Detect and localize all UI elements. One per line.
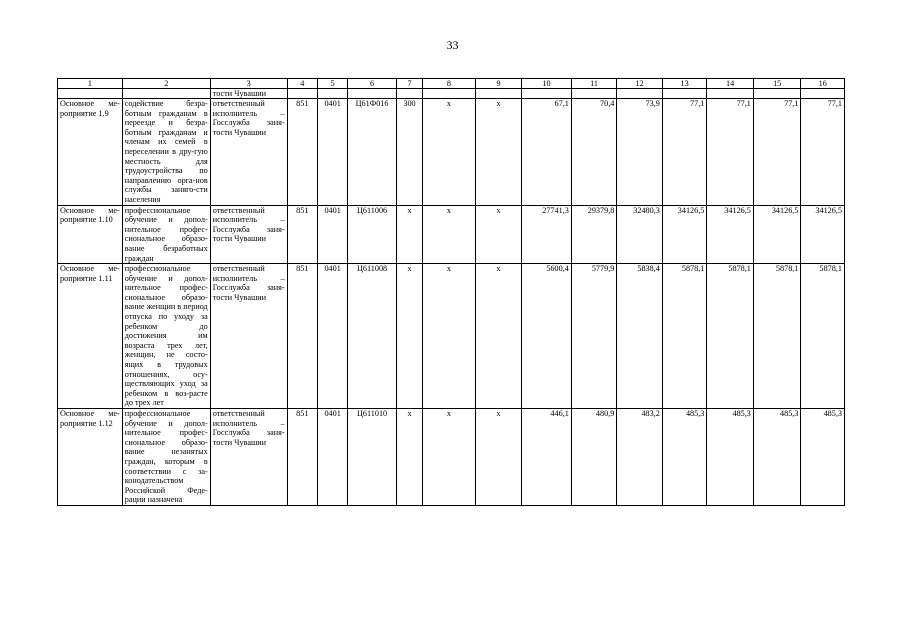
cell-9: x: [475, 205, 522, 264]
activity-label: Основное ме-роприятие 1.9: [58, 99, 123, 206]
column-header: 13: [662, 79, 707, 89]
value-col-10: 5600,4: [522, 264, 572, 409]
budget-table: [57, 78, 845, 506]
column-header: 1: [58, 79, 123, 89]
table-row: [58, 409, 845, 506]
executor: ответственный исполнитель – Госслужба заня-тости Чувашии: [210, 99, 287, 206]
value-col-11: 70,4: [571, 99, 617, 206]
activity-label: Основное ме-роприятие 1.12: [58, 409, 123, 506]
executor: ответственный исполнитель – Госслужба заня-тости Чувашии: [210, 205, 287, 264]
gr-code: 851: [287, 409, 317, 506]
value-col-15: 34126,5: [753, 205, 801, 264]
activity-description: профессиональное обучение и допол-нительное профес-сиональное образо-вание женщин в период отпуска по уходу за ребенком до достижения им возраста трех лет, женщин, не состо-ящих в трудовых отношениях, осу-ществляющих уход за ребенком в воз-расте до трех лет: [122, 264, 210, 409]
value-col-15: 77,1: [753, 99, 801, 206]
cell-9: x: [475, 264, 522, 409]
column-header: 7: [396, 79, 422, 89]
activity-label: Основное ме-роприятие 1.10: [58, 205, 123, 264]
value-col-15: 485,3: [753, 409, 801, 506]
column-header: 16: [801, 79, 845, 89]
target-article-code: Ц611006: [348, 205, 397, 264]
rz-pr-code: 0401: [317, 205, 347, 264]
value-col-10: 67,1: [522, 99, 572, 206]
value-col-11: 29379,8: [571, 205, 617, 264]
value-col-10: 27741,3: [522, 205, 572, 264]
value-col-14: 34126,5: [707, 205, 754, 264]
column-header: 6: [348, 79, 397, 89]
activity-description: содействие безра-ботным гражданам в переезде и безра-ботным гражданам и членам их семей в переселении в дру-гую местность для трудоустройства по направлению орга-нов службы заняго-сти населения: [122, 99, 210, 206]
value-col-13: 5878,1: [662, 264, 707, 409]
rz-pr-code: 0401: [317, 409, 347, 506]
value-col-12: 73,9: [617, 99, 663, 206]
column-header: 5: [317, 79, 347, 89]
value-col-14: 5878,1: [707, 264, 754, 409]
continuation-text: тости Чувашии: [210, 89, 287, 99]
column-header: 12: [617, 79, 663, 89]
target-article-code: Ц61Ф016: [348, 99, 397, 206]
expense-type-code: x: [396, 264, 422, 409]
value-col-13: 77,1: [662, 99, 707, 206]
table-header: [58, 79, 845, 89]
column-header: 14: [707, 79, 754, 89]
value-col-11: 5779,9: [571, 264, 617, 409]
column-header: 4: [287, 79, 317, 89]
cell-8: x: [423, 264, 476, 409]
value-col-12: 483,2: [617, 409, 663, 506]
rz-pr-code: 0401: [317, 99, 347, 206]
target-article-code: Ц611008: [348, 264, 397, 409]
table-body: [58, 89, 845, 506]
column-header: 9: [475, 79, 522, 89]
gr-code: 851: [287, 99, 317, 206]
column-header: 2: [122, 79, 210, 89]
table-row: [58, 264, 845, 409]
activity-description: профессиональное обучение и допол-нительное профес-сиональное образо-вание безработных граждан: [122, 205, 210, 264]
page-number: 33: [446, 38, 459, 52]
expense-type-code: 300: [396, 99, 422, 206]
activity-description: профессиональное обучение и допол-нительное профес-сиональное образо-вание незанятых граждан, которым в соответствии с за-конодательством Российской Феде-рации назначена: [122, 409, 210, 506]
cell-9: x: [475, 409, 522, 506]
executor: ответственный исполнитель – Госслужба заня-тости Чувашии: [210, 264, 287, 409]
column-header: 3: [210, 79, 287, 89]
value-col-14: 485,3: [707, 409, 754, 506]
column-header: 11: [571, 79, 617, 89]
column-header: 10: [522, 79, 572, 89]
cell-8: x: [423, 409, 476, 506]
rz-pr-code: 0401: [317, 264, 347, 409]
value-col-12: 32480,3: [617, 205, 663, 264]
column-header: 8: [423, 79, 476, 89]
expense-type-code: x: [396, 205, 422, 264]
cell-8: x: [423, 99, 476, 206]
target-article-code: Ц611010: [348, 409, 397, 506]
value-col-14: 77,1: [707, 99, 754, 206]
value-col-16: 34126,5: [801, 205, 845, 264]
cell-8: x: [423, 205, 476, 264]
activity-label: Основное ме-роприятие 1.11: [58, 264, 123, 409]
expense-type-code: x: [396, 409, 422, 506]
value-col-12: 5838,4: [617, 264, 663, 409]
table-row: [58, 205, 845, 264]
continuation-row: [58, 89, 845, 99]
gr-code: 851: [287, 205, 317, 264]
value-col-13: 485,3: [662, 409, 707, 506]
value-col-15: 5878,1: [753, 264, 801, 409]
value-col-16: 485,3: [801, 409, 845, 506]
executor: ответственный исполнитель – Госслужба заня-тости Чувашии: [210, 409, 287, 506]
table-row: [58, 99, 845, 206]
value-col-16: 77,1: [801, 99, 845, 206]
column-header: 15: [753, 79, 801, 89]
value-col-10: 446,1: [522, 409, 572, 506]
value-col-11: 480,9: [571, 409, 617, 506]
value-col-13: 34126,5: [662, 205, 707, 264]
value-col-16: 5878,1: [801, 264, 845, 409]
gr-code: 851: [287, 264, 317, 409]
cell-9: x: [475, 99, 522, 206]
